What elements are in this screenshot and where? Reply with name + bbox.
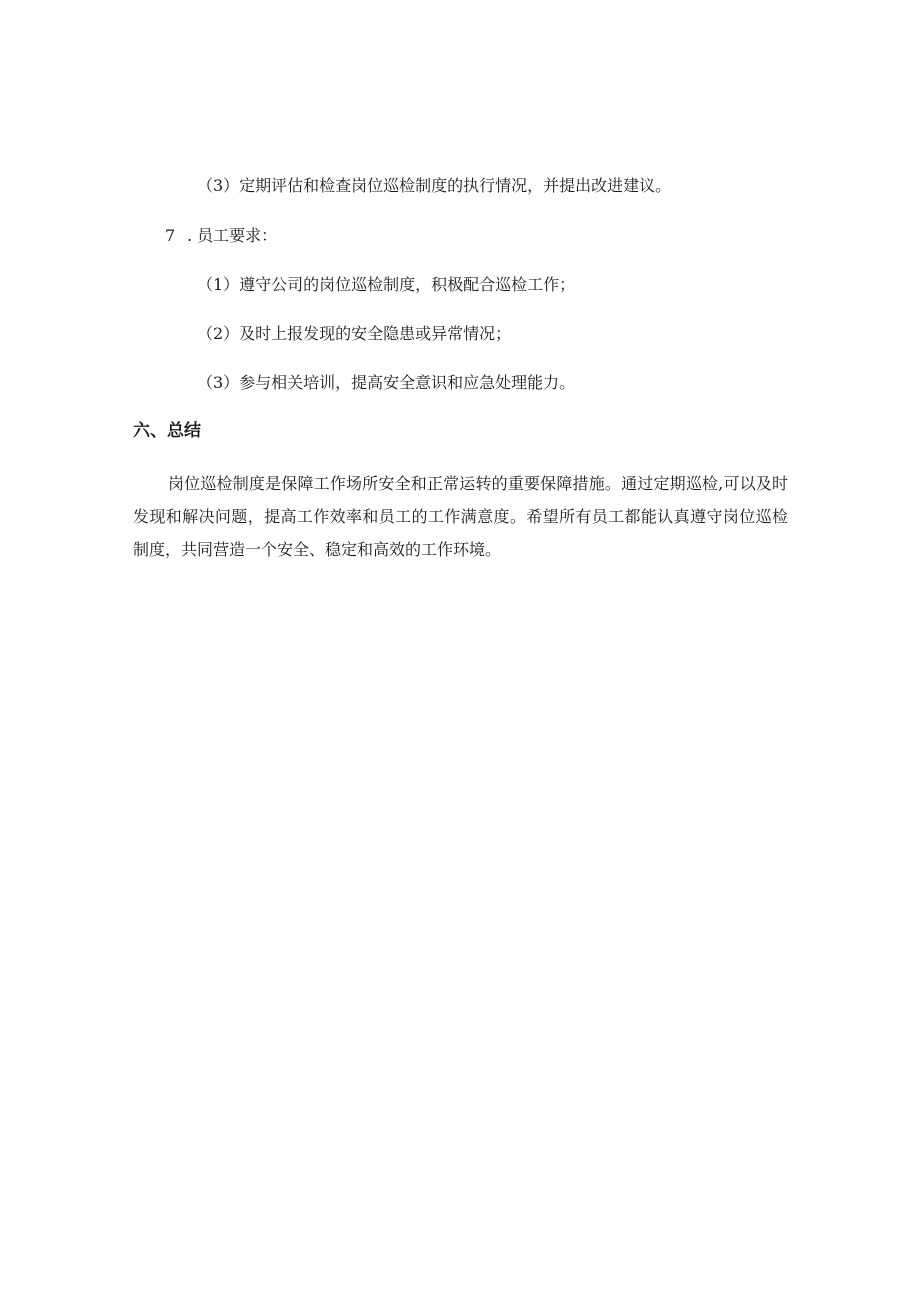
list-item-training: （3）参与相关培训，提高安全意识和应急处理能力。 [197, 373, 576, 392]
section-7-label: . 员工要求： [187, 226, 278, 245]
list-item-comply: （1）遵守公司的岗位巡检制度，积极配合巡检工作； [197, 275, 576, 294]
section-7-title [165, 226, 277, 246]
list-item-evaluate: （3）定期评估和检查岗位巡检制度的执行情况，并提出改进建议。 [197, 176, 672, 195]
summary-paragraph: 岗位巡检制度是保障工作场所安全和正常运转的重要保障措施。通过定期巡检,可以及时发现和解决问题，提高工作效率和员工的工作满意度。希望所有员工都能认真遵守岗位巡检制度，共同营造一个安全、稳定和高效的工作环境。 [133, 474, 788, 559]
section-heading-summary: 六、总结 [133, 421, 201, 441]
list-item-report: （2）及时上报发现的安全隐患或异常情况； [197, 324, 512, 343]
section-7-number: 7 [165, 226, 176, 245]
